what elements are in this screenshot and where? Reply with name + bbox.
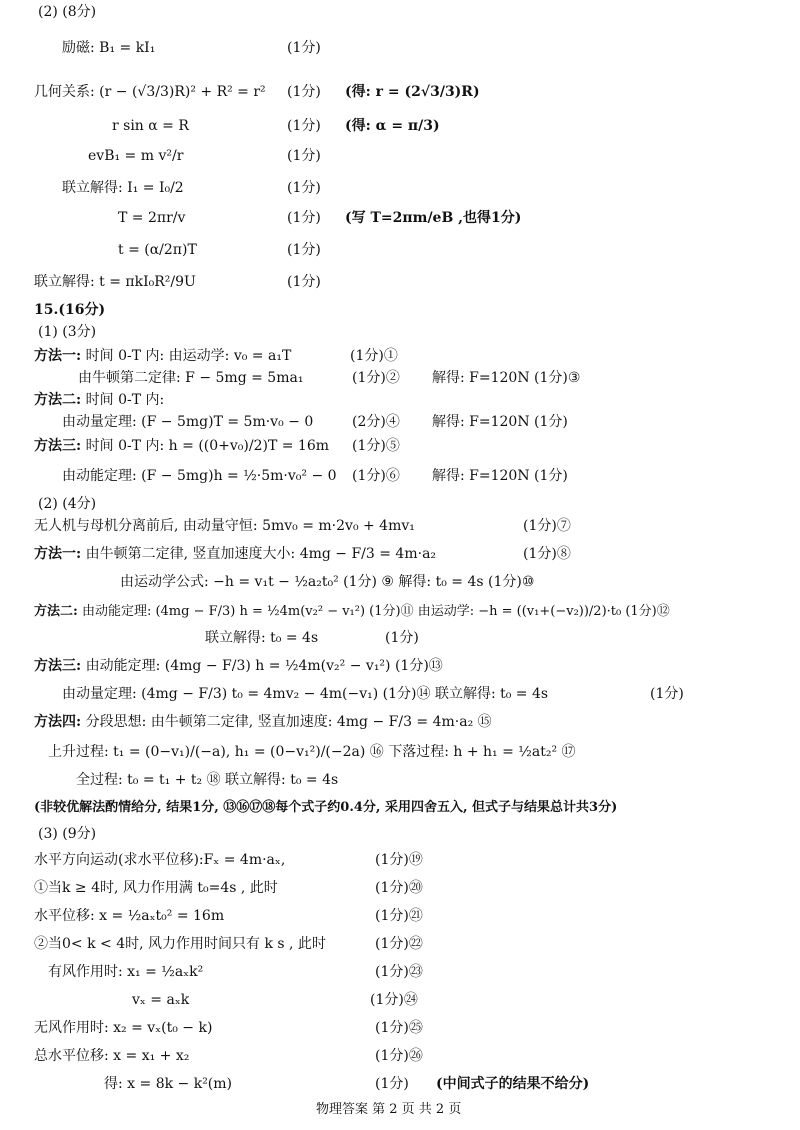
method-label: 方法一: (34, 546, 82, 562)
method-label: 方法三: (34, 438, 82, 454)
score: (1分) (287, 118, 321, 134)
method-label: 方法一: (34, 348, 82, 364)
question-heading: 15.(16分) (34, 302, 106, 318)
formula-line: vₓ = aₓk (132, 992, 190, 1008)
score: (1分) (287, 274, 321, 290)
method-label: 方法三: (34, 658, 82, 674)
score: (1分)⑲ (375, 852, 423, 868)
formula-line: 联立解得: t₀ = 4s (205, 630, 319, 646)
note: (得: r = (2√3/3)R) (345, 84, 480, 100)
score: (1分)⑧ (523, 546, 571, 562)
method-label: 方法四: (34, 714, 82, 730)
formula-line: 几何关系: (r − (√3/3)R)² + R² = r² (34, 84, 266, 100)
part-heading: (2) (4分) (38, 496, 97, 512)
score: (1分) (385, 630, 419, 646)
method-line (34, 346, 291, 366)
method-line (34, 602, 670, 622)
formula-line: 全过程: t₀ = t₁ + t₂ ⑱ 联立解得: t₀ = 4s (76, 772, 339, 788)
formula-line: 有风作用时: x₁ = ½aₓk² (48, 964, 204, 980)
method-line (34, 544, 436, 564)
formula-line: 联立解得: t = πkI₀R²/9U (34, 274, 196, 290)
formula-line: 水平方向运动(求水平位移):Fₓ = 4m·aₓ, (34, 852, 286, 868)
method-line (34, 436, 329, 456)
formula-line: 上升过程: t₁ = (0−v₁)/(−a), h₁ = (0−v₁²)/(−2a) ⑯ 下落过程: h + h₁ = ½at₂² ⑰ (48, 744, 576, 760)
formula-line: 由动量定理: (4mg − F/3) t₀ = 4mv₂ − 4m(−v₁) (1分)⑭ 联立解得: t₀ = 4s (62, 686, 549, 702)
page-footer: 物理答案 第 2 页 共 2 页 (316, 1102, 462, 1117)
score: (1分) (287, 148, 321, 164)
method-line (34, 656, 443, 676)
method-line (34, 712, 492, 732)
formula-line: 由牛顿第二定律: F − 5mg = 5ma₁ (78, 370, 304, 386)
formula-text: 时间 0-T 内: 由运动学: v₀ = a₁T (85, 348, 292, 364)
score: (1分)㉓ (375, 964, 423, 980)
note: 解得: F=120N (1分)③ (432, 370, 581, 386)
formula-text: 时间 0-T 内: (85, 392, 165, 408)
method-label: 方法二: (34, 604, 78, 619)
score: (1分)⑤ (352, 438, 400, 454)
score: (1分) (287, 40, 321, 56)
formula-line: 联立解得: I₁ = I₀/2 (62, 180, 184, 196)
formula-line: r sin α = R (112, 118, 189, 134)
score: (1分) (287, 210, 321, 226)
note: 解得: F=120N (1分) (432, 414, 568, 430)
score: (1分)㉑ (375, 908, 423, 924)
part-heading: (1) (3分) (38, 324, 97, 340)
score: (1分)㉔ (370, 992, 418, 1008)
part2-heading: (2) (8分) (38, 4, 97, 20)
formula-line: T = 2πr/v (118, 210, 186, 226)
score: (1分)② (352, 370, 400, 386)
formula-line: 励磁: B₁ = kI₁ (62, 40, 156, 56)
score: (1分)⑳ (375, 880, 423, 896)
formula-line: t = (α/2π)T (118, 242, 197, 258)
note: (中间式子的结果不给分) (436, 1076, 590, 1092)
score: (1分) (650, 686, 684, 702)
score: (1分)① (350, 348, 398, 364)
score: (1分) (287, 242, 321, 258)
grading-note: (非较优解法酌情给分, 结果1分, ⑬⑯⑰⑱每个式子约0.4分, 采用四舍五入, 但式子与结果总计共3分) (34, 800, 618, 815)
score: (1分)㉕ (375, 1020, 423, 1036)
formula-line: 由动量定理: (F − 5mg)T = 5m·v₀ − 0 (62, 414, 314, 430)
formula-line: 由动能定理: (F − 5mg)h = ½·5m·v₀² − 0 (62, 468, 337, 484)
formula-text: 由动能定理: (4mg − F/3) h = ½4m(v₂² − v₁²) (1分)⑪ 由运动学: −h = ((v₁+(−v₂))/2)·t₀ (1分)⑫ (81, 604, 670, 619)
formula-line: evB₁ = m v²/r (88, 148, 184, 164)
score: (1分)㉒ (375, 936, 423, 952)
score: (1分)㉖ (375, 1048, 423, 1064)
part-heading: (3) (9分) (38, 826, 97, 842)
score: (1分)⑦ (523, 518, 571, 534)
score: (1分) (375, 1076, 409, 1092)
note: 解得: F=120N (1分) (432, 468, 568, 484)
formula-text: 时间 0-T 内: h = ((0+v₀)/2)T = 16m (85, 438, 330, 454)
formula-text: 由牛顿第二定律, 竖直加速度大小: 4mg − F/3 = 4m·a₂ (85, 546, 437, 562)
formula-line: 总水平位移: x = x₁ + x₂ (34, 1048, 190, 1064)
formula-text: 分段思想: 由牛顿第二定律, 竖直加速度: 4mg − F/3 = 4m·a₂ ⑮ (85, 714, 492, 730)
formula-text: 由动能定理: (4mg − F/3) h = ½4m(v₂² − v₁²) (1分)⑬ (85, 658, 443, 674)
formula-line: ②当0< k < 4时, 风力作用时间只有 k s , 此时 (34, 936, 326, 952)
formula-line: 无人机与母机分离前后, 由动量守恒: 5mv₀ = m·2v₀ + 4mv₁ (34, 518, 415, 534)
formula-line: 水平位移: x = ½aₓt₀² = 16m (34, 908, 225, 924)
formula-line: 由运动学公式: −h = v₁t − ½a₂t₀² (1分) ⑨ 解得: t₀ = 4s (1分)⑩ (120, 574, 535, 590)
score: (1分) (287, 180, 321, 196)
note: (写 T=2πm/eB ,也得1分) (345, 210, 522, 226)
method-label: 方法二: (34, 392, 82, 408)
formula-line: 无风作用时: x₂ = vₓ(t₀ − k) (34, 1020, 213, 1036)
formula-line: ①当k ≥ 4时, 风力作用满 t₀=4s , 此时 (34, 880, 278, 896)
score: (1分) (287, 84, 321, 100)
note: (得: α = π/3) (345, 118, 440, 134)
score: (1分)⑥ (352, 468, 400, 484)
score: (2分)④ (352, 414, 400, 430)
formula-line: 得: x = 8k − k²(m) (104, 1076, 233, 1092)
method-line (34, 390, 164, 410)
